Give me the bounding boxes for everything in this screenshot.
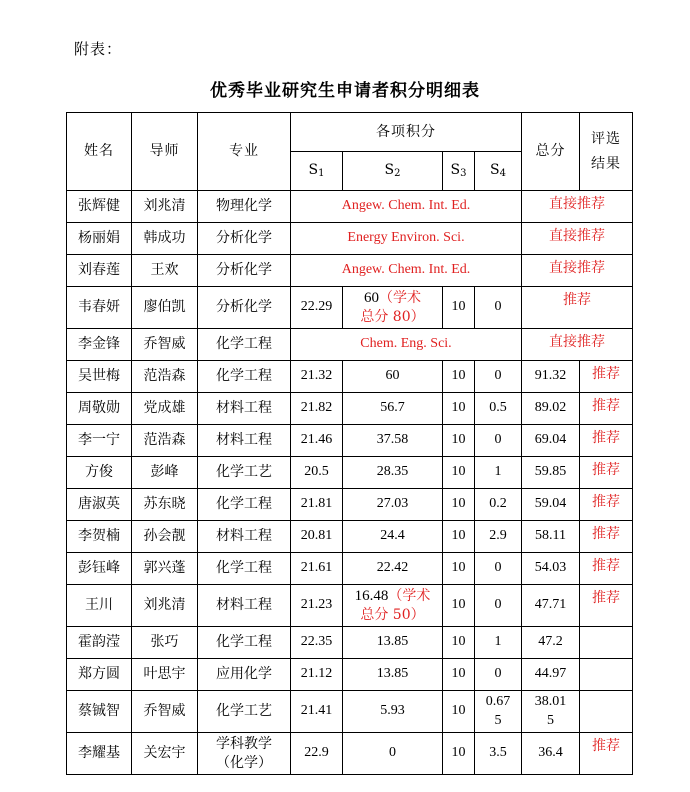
cell-advisor: 孙会靓 xyxy=(132,521,198,553)
cell-s4: 0.2 xyxy=(475,489,522,521)
cell-name: 方俊 xyxy=(67,457,132,489)
cell-major: 化学工程 xyxy=(198,553,291,585)
cell-total: 59.85 xyxy=(522,457,580,489)
table-row xyxy=(67,191,633,223)
cell-s4: 0 xyxy=(475,425,522,457)
cell-s2: 22.42 xyxy=(343,553,443,585)
cell-major: 化学工程 xyxy=(198,489,291,521)
cell-s3: 10 xyxy=(443,489,475,521)
cell-s1: 21.23 xyxy=(291,585,343,627)
table-row xyxy=(67,287,633,329)
cell-s4: 1 xyxy=(475,457,522,489)
cell-advisor: 乔智威 xyxy=(132,329,198,361)
cell-s2: 37.58 xyxy=(343,425,443,457)
cell-result: 推荐 xyxy=(580,393,633,425)
cell-s2: 24.4 xyxy=(343,521,443,553)
header-s2: $S_2$ xyxy=(343,152,443,191)
cell-s4: 0 xyxy=(475,553,522,585)
cell-s3: 10 xyxy=(443,553,475,585)
header-row-1 xyxy=(67,113,633,152)
cell-advisor: 关宏宇 xyxy=(132,733,198,775)
cell-advisor: 叶思宇 xyxy=(132,659,198,691)
cell-total: 47.2 xyxy=(522,627,580,659)
cell-major: 材料工程 xyxy=(198,393,291,425)
table-row xyxy=(67,691,633,733)
cell-total: 58.11 xyxy=(522,521,580,553)
header-scores: 各项积分 xyxy=(291,113,522,152)
cell-major: 物理化学 xyxy=(198,191,291,223)
header-s1: $S_1$ xyxy=(291,152,343,191)
table-row xyxy=(67,553,633,585)
cell-advisor: 乔智威 xyxy=(132,691,198,733)
cell-s4: 0 xyxy=(475,659,522,691)
cell-total: 89.02 xyxy=(522,393,580,425)
cell-advisor: 廖伯凯 xyxy=(132,287,198,329)
cell-advisor: 刘兆清 xyxy=(132,191,198,223)
header-result-line2: 结果 xyxy=(591,155,621,172)
cell-result: 推荐 xyxy=(580,425,633,457)
cell-s4: 0.67 5 xyxy=(475,691,522,733)
cell-total: 69.04 xyxy=(522,425,580,457)
cell-major: 材料工程 xyxy=(198,585,291,627)
cell-s1: 21.46 xyxy=(291,425,343,457)
cell-major: 材料工程 xyxy=(198,425,291,457)
cell-major: 分析化学 xyxy=(198,255,291,287)
table-row xyxy=(67,329,633,361)
cell-major: 分析化学 xyxy=(198,223,291,255)
header-s4: $S_4$ xyxy=(475,152,522,191)
header-major: 专业 xyxy=(198,113,291,191)
cell-name: 霍韵滢 xyxy=(67,627,132,659)
table-row xyxy=(67,627,633,659)
cell-advisor: 张巧 xyxy=(132,627,198,659)
cell-name: 刘春莲 xyxy=(67,255,132,287)
cell-major: 学科教学 （化学） xyxy=(198,733,291,775)
cell-s3: 10 xyxy=(443,585,475,627)
header-result-line1: 评选 xyxy=(591,131,621,147)
cell-advisor: 范浩森 xyxy=(132,425,198,457)
cell-s2: 60（学术 总分 80） xyxy=(343,287,443,329)
header-name: 姓名 xyxy=(67,113,132,191)
cell-s1: 22.29 xyxy=(291,287,343,329)
table-row xyxy=(67,255,633,287)
header-total: 总分 xyxy=(522,113,580,191)
cell-s2: 60 xyxy=(343,361,443,393)
cell-s1: 21.61 xyxy=(291,553,343,585)
table-row xyxy=(67,393,633,425)
cell-result: 直接推荐 xyxy=(522,329,633,361)
cell-journal: Chem. Eng. Sci. xyxy=(291,329,522,361)
cell-result: 直接推荐 xyxy=(522,255,633,287)
cell-s2: 28.35 xyxy=(343,457,443,489)
cell-s1: 21.81 xyxy=(291,489,343,521)
cell-s1: 20.5 xyxy=(291,457,343,489)
cell-result: 推荐 xyxy=(580,553,633,585)
cell-s1: 22.9 xyxy=(291,733,343,775)
cell-s2: 16.48（学术 总分 50） xyxy=(343,585,443,627)
cell-s3: 10 xyxy=(443,521,475,553)
cell-s2: 56.7 xyxy=(343,393,443,425)
cell-result xyxy=(580,691,633,733)
cell-advisor: 范浩森 xyxy=(132,361,198,393)
cell-result xyxy=(580,627,633,659)
cell-s4: 0 xyxy=(475,585,522,627)
cell-s2: 0 xyxy=(343,733,443,775)
table-title: 优秀毕业研究生申请者积分明细表 xyxy=(210,81,480,101)
cell-total: 47.71 xyxy=(522,585,580,627)
cell-s4: 3.5 xyxy=(475,733,522,775)
cell-result: 推荐 xyxy=(580,521,633,553)
header-result xyxy=(580,113,633,191)
cell-s2: 5.93 xyxy=(343,691,443,733)
cell-total: 54.03 xyxy=(522,553,580,585)
cell-name: 吴世梅 xyxy=(67,361,132,393)
cell-s4: 2.9 xyxy=(475,521,522,553)
cell-name: 李一宁 xyxy=(67,425,132,457)
cell-journal: Angew. Chem. Int. Ed. xyxy=(291,255,522,287)
table-row xyxy=(67,223,633,255)
cell-name: 杨丽娟 xyxy=(67,223,132,255)
cell-total: 44.97 xyxy=(522,659,580,691)
cell-s3: 10 xyxy=(443,659,475,691)
score-table xyxy=(66,112,633,775)
cell-name: 王川 xyxy=(67,585,132,627)
header-advisor: 导师 xyxy=(132,113,198,191)
cell-advisor: 刘兆清 xyxy=(132,585,198,627)
cell-result: 直接推荐 xyxy=(522,223,633,255)
cell-advisor: 党成雄 xyxy=(132,393,198,425)
cell-name: 李贺楠 xyxy=(67,521,132,553)
cell-name: 周敬勋 xyxy=(67,393,132,425)
cell-s4: 1 xyxy=(475,627,522,659)
cell-name: 张辉健 xyxy=(67,191,132,223)
cell-total: 91.32 xyxy=(522,361,580,393)
table-row xyxy=(67,361,633,393)
cell-major: 化学工艺 xyxy=(198,691,291,733)
table-row xyxy=(67,521,633,553)
cell-s1: 21.32 xyxy=(291,361,343,393)
cell-name: 彭钰峰 xyxy=(67,553,132,585)
cell-name: 郑方圆 xyxy=(67,659,132,691)
cell-major: 化学工程 xyxy=(198,361,291,393)
cell-s4: 0 xyxy=(475,287,522,329)
cell-advisor: 王欢 xyxy=(132,255,198,287)
cell-journal: Energy Environ. Sci. xyxy=(291,223,522,255)
table-row xyxy=(67,585,633,627)
cell-result xyxy=(580,659,633,691)
cell-journal: Angew. Chem. Int. Ed. xyxy=(291,191,522,223)
cell-s2: 27.03 xyxy=(343,489,443,521)
cell-advisor: 郭兴蓬 xyxy=(132,553,198,585)
cell-major: 应用化学 xyxy=(198,659,291,691)
cell-s1: 20.81 xyxy=(291,521,343,553)
cell-result: 推荐 xyxy=(580,733,633,775)
cell-s2: 13.85 xyxy=(343,627,443,659)
cell-name: 李耀基 xyxy=(67,733,132,775)
cell-s3: 10 xyxy=(443,691,475,733)
table-row xyxy=(67,733,633,775)
cell-name: 李金锋 xyxy=(67,329,132,361)
table-row xyxy=(67,489,633,521)
cell-total: 36.4 xyxy=(522,733,580,775)
cell-result: 推荐 xyxy=(580,361,633,393)
cell-s1: 21.12 xyxy=(291,659,343,691)
cell-s1: 21.82 xyxy=(291,393,343,425)
cell-result: 推荐 xyxy=(580,457,633,489)
cell-result: 推荐 xyxy=(522,287,633,329)
cell-s1: 21.41 xyxy=(291,691,343,733)
cell-major: 分析化学 xyxy=(198,287,291,329)
cell-advisor: 韩成功 xyxy=(132,223,198,255)
cell-advisor: 彭峰 xyxy=(132,457,198,489)
cell-result: 推荐 xyxy=(580,585,633,627)
cell-s4: 0.5 xyxy=(475,393,522,425)
cell-s1: 22.35 xyxy=(291,627,343,659)
cell-s2: 13.85 xyxy=(343,659,443,691)
cell-s4: 0 xyxy=(475,361,522,393)
table-row xyxy=(67,425,633,457)
cell-total: 59.04 xyxy=(522,489,580,521)
cell-major: 化学工程 xyxy=(198,329,291,361)
cell-name: 韦春妍 xyxy=(67,287,132,329)
cell-name: 唐淑英 xyxy=(67,489,132,521)
cell-s3: 10 xyxy=(443,393,475,425)
cell-s3: 10 xyxy=(443,361,475,393)
cell-major: 化学工艺 xyxy=(198,457,291,489)
table-row xyxy=(67,457,633,489)
cell-s3: 10 xyxy=(443,457,475,489)
attachment-label: 附表： xyxy=(74,40,123,58)
cell-advisor: 苏东晓 xyxy=(132,489,198,521)
cell-s3: 10 xyxy=(443,287,475,329)
cell-total: 38.01 5 xyxy=(522,691,580,733)
cell-result: 直接推荐 xyxy=(522,191,633,223)
cell-major: 材料工程 xyxy=(198,521,291,553)
cell-major: 化学工程 xyxy=(198,627,291,659)
cell-s3: 10 xyxy=(443,733,475,775)
cell-s3: 10 xyxy=(443,627,475,659)
cell-name: 蔡铖智 xyxy=(67,691,132,733)
cell-result: 推荐 xyxy=(580,489,633,521)
cell-s3: 10 xyxy=(443,425,475,457)
table-row xyxy=(67,659,633,691)
header-s3: $S_3$ xyxy=(443,152,475,191)
